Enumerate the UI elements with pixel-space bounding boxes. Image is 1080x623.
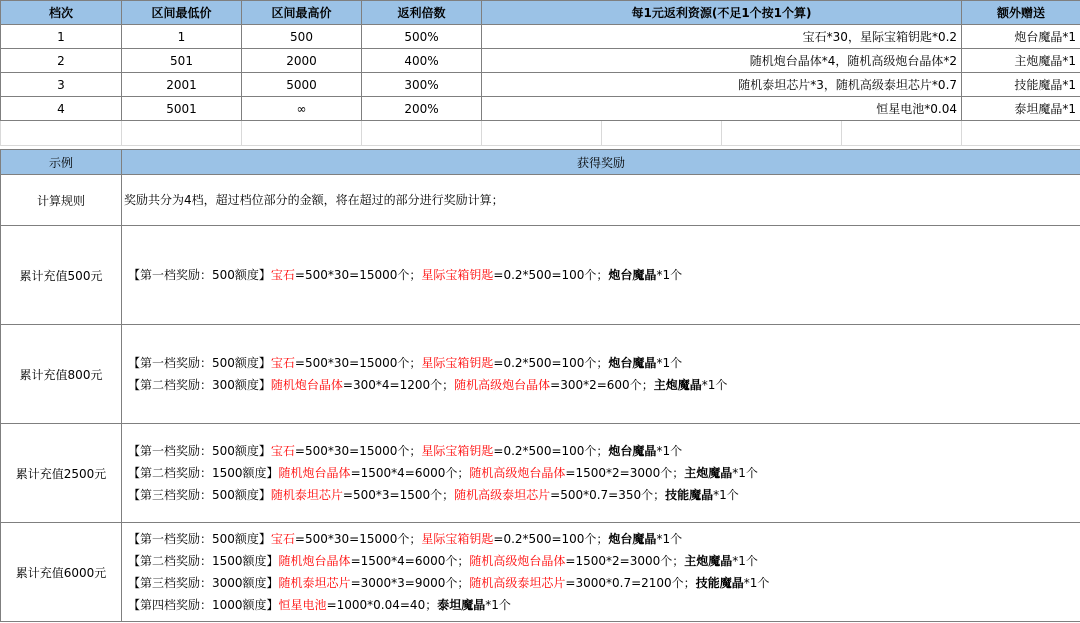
resources-cell[interactable]: 随机炮台晶体*4，随机高级炮台晶体*2 <box>482 49 962 73</box>
calc-text: =0.2*500=100个； <box>493 444 609 458</box>
bonus-name: 泰坦魔晶 <box>437 598 486 612</box>
calc-text: =3000*3=9000个； <box>350 576 470 590</box>
resources-cell[interactable]: 恒星电池*0.04 <box>482 97 962 121</box>
calc-text: =3000*0.7=2100个； <box>565 576 696 590</box>
bonus-count: *1个 <box>656 532 683 546</box>
tier-text: 【第一档奖励：500额度】 <box>128 444 271 458</box>
tier-cell[interactable]: 1 <box>1 25 122 49</box>
item-name: 随机泰坦芯片 <box>270 488 343 502</box>
empty-cell[interactable] <box>722 121 842 146</box>
empty-cell[interactable] <box>122 121 242 146</box>
header-multiplier[interactable]: 返利倍数 <box>362 1 482 25</box>
header-reward[interactable]: 获得奖励 <box>122 150 1080 175</box>
table-row <box>1 25 1080 49</box>
calc-text: =500*30=15000个； <box>294 532 422 546</box>
calc-text: =1500*2=3000个； <box>565 554 685 568</box>
reward-line <box>128 572 1080 594</box>
bonus-name: 炮台魔晶 <box>608 356 657 370</box>
tiers-header-row <box>1 1 1080 25</box>
min-cell[interactable]: 2001 <box>122 73 242 97</box>
bonus-name: 炮台魔晶 <box>608 532 657 546</box>
reward-line <box>128 462 1080 484</box>
item-name: 随机高级炮台晶体 <box>469 554 566 568</box>
min-cell[interactable]: 501 <box>122 49 242 73</box>
example-body[interactable] <box>122 325 1080 424</box>
reward-line <box>128 550 1080 572</box>
rule-row <box>1 175 1080 226</box>
bonus-name: 技能魔晶 <box>665 488 714 502</box>
reward-line <box>128 264 1080 286</box>
empty-cell[interactable] <box>242 121 362 146</box>
empty-cell[interactable] <box>842 121 962 146</box>
calc-text: =500*30=15000个； <box>294 268 422 282</box>
bonus-cell[interactable]: 炮台魔晶*1 <box>962 25 1080 49</box>
item-name: 宝石 <box>270 356 295 370</box>
max-cell[interactable]: 5000 <box>242 73 362 97</box>
example-label[interactable]: 累计充值500元 <box>1 226 122 325</box>
example-body[interactable] <box>122 424 1080 523</box>
calc-text: =0.2*500=100个； <box>493 532 609 546</box>
item-name: 随机高级泰坦芯片 <box>469 576 566 590</box>
tier-text: 【第二档奖励：1500额度】 <box>128 466 279 480</box>
bonus-count: *1个 <box>732 466 758 480</box>
calc-text: =500*0.7=350个； <box>550 488 666 502</box>
bonus-cell[interactable]: 技能魔晶*1 <box>962 73 1080 97</box>
min-cell[interactable]: 5001 <box>122 97 242 121</box>
calc-text: =0.2*500=100个； <box>493 268 609 282</box>
bonus-count: *1个 <box>713 488 739 502</box>
example-body[interactable] <box>122 226 1080 325</box>
tier-text: 【第一档奖励：500额度】 <box>128 268 271 282</box>
reward-line <box>128 594 1080 616</box>
tier-text: 【第三档奖励：3000额度】 <box>128 576 279 590</box>
item-name: 星际宝箱钥匙 <box>421 268 494 282</box>
bonus-count: *1个 <box>743 576 770 590</box>
max-cell[interactable]: ∞ <box>242 97 362 121</box>
header-example[interactable]: 示例 <box>1 150 122 175</box>
header-resources[interactable]: 每1元返利资源(不足1个按1个算) <box>482 1 962 25</box>
bonus-count: *1个 <box>485 598 511 612</box>
tier-cell[interactable]: 4 <box>1 97 122 121</box>
tier-text: 【第二档奖励：300额度】 <box>128 378 271 392</box>
tier-text: 【第一档奖励：500额度】 <box>128 356 271 370</box>
bonus-name: 炮台魔晶 <box>608 444 657 458</box>
calc-text: =300*4=1200个； <box>342 378 455 392</box>
example-body[interactable] <box>122 523 1080 622</box>
multiplier-cell[interactable]: 400% <box>362 49 482 73</box>
example-row <box>1 226 1080 325</box>
empty-cell[interactable] <box>602 121 722 146</box>
item-name: 随机高级炮台晶体 <box>469 466 566 480</box>
item-name: 随机高级泰坦芯片 <box>454 488 551 502</box>
example-label[interactable]: 累计充值6000元 <box>1 523 122 622</box>
bonus-count: *1个 <box>701 378 728 392</box>
tiers-table <box>0 0 1080 146</box>
bonus-count: *1个 <box>656 356 683 370</box>
reward-line <box>128 440 1080 462</box>
item-name: 恒星电池 <box>278 598 327 612</box>
empty-cell[interactable] <box>362 121 482 146</box>
examples-table <box>0 149 1080 622</box>
reward-line <box>128 484 1080 506</box>
tier-text: 【第三档奖励：500额度】 <box>128 488 271 502</box>
header-tier[interactable]: 档次 <box>1 1 122 25</box>
max-cell[interactable]: 500 <box>242 25 362 49</box>
example-row <box>1 424 1080 523</box>
reward-line <box>128 528 1080 550</box>
item-name: 随机炮台晶体 <box>278 466 351 480</box>
tier-text: 【第二档奖励：1500额度】 <box>128 554 279 568</box>
calc-text: =1500*4=6000个； <box>350 466 470 480</box>
table-row <box>1 49 1080 73</box>
item-name: 星际宝箱钥匙 <box>421 356 494 370</box>
example-row <box>1 523 1080 622</box>
bonus-count: *1个 <box>656 444 683 458</box>
calc-text: =1500*4=6000个； <box>350 554 470 568</box>
example-label[interactable]: 累计充值800元 <box>1 325 122 424</box>
resources-cell[interactable]: 随机泰坦芯片*3，随机高级泰坦芯片*0.7 <box>482 73 962 97</box>
reward-line <box>128 352 1080 374</box>
empty-cell[interactable] <box>482 121 602 146</box>
empty-cell[interactable] <box>962 121 1080 146</box>
rule-text[interactable]: 奖励共分为4档，超过档位部分的金额，将在超过的部分进行奖励计算； <box>122 175 1080 226</box>
calc-text: =500*30=15000个； <box>294 356 422 370</box>
calc-text: =500*3=1500个； <box>342 488 455 502</box>
item-name: 随机炮台晶体 <box>278 554 351 568</box>
item-name: 随机高级炮台晶体 <box>454 378 551 392</box>
bonus-count: *1个 <box>656 268 683 282</box>
tier-text: 【第四档奖励：1000额度】 <box>128 598 279 612</box>
calc-text: =500*30=15000个； <box>294 444 422 458</box>
calc-text: =1000*0.04=40； <box>326 598 438 612</box>
empty-cell[interactable] <box>1 121 122 146</box>
min-cell[interactable]: 1 <box>122 25 242 49</box>
bonus-name: 炮台魔晶 <box>608 268 657 282</box>
tier-cell[interactable]: 2 <box>1 49 122 73</box>
item-name: 星际宝箱钥匙 <box>421 444 494 458</box>
table-row <box>1 97 1080 121</box>
header-bonus[interactable]: 额外赠送 <box>962 1 1080 25</box>
multiplier-cell[interactable]: 500% <box>362 25 482 49</box>
bonus-cell[interactable]: 主炮魔晶*1 <box>962 49 1080 73</box>
tier-text: 【第一档奖励：500额度】 <box>128 532 271 546</box>
calc-text: =0.2*500=100个； <box>493 356 609 370</box>
item-name: 随机泰坦芯片 <box>278 576 351 590</box>
reward-line <box>128 374 1080 396</box>
header-max-price[interactable]: 区间最高价 <box>242 1 362 25</box>
rule-label[interactable]: 计算规则 <box>1 175 122 226</box>
bonus-name: 主炮魔晶 <box>684 466 733 480</box>
item-name: 随机炮台晶体 <box>270 378 343 392</box>
header-min-price[interactable]: 区间最低价 <box>122 1 242 25</box>
bonus-name: 主炮魔晶 <box>653 378 702 392</box>
calc-text: =300*2=600个； <box>550 378 654 392</box>
item-name: 宝石 <box>270 444 295 458</box>
example-row <box>1 325 1080 424</box>
tier-cell[interactable]: 3 <box>1 73 122 97</box>
multiplier-cell[interactable]: 300% <box>362 73 482 97</box>
max-cell[interactable]: 2000 <box>242 49 362 73</box>
examples-header-row <box>1 150 1080 175</box>
bonus-name: 技能魔晶 <box>695 576 744 590</box>
example-label[interactable]: 累计充值2500元 <box>1 424 122 523</box>
calc-text: =1500*2=3000个； <box>565 466 685 480</box>
empty-row <box>1 121 1080 146</box>
table-row <box>1 73 1080 97</box>
item-name: 宝石 <box>270 532 295 546</box>
multiplier-cell[interactable]: 200% <box>362 97 482 121</box>
item-name: 宝石 <box>270 268 295 282</box>
bonus-name: 主炮魔晶 <box>684 554 733 568</box>
resources-cell[interactable]: 宝石*30，星际宝箱钥匙*0.2 <box>482 25 962 49</box>
bonus-count: *1个 <box>732 554 758 568</box>
bonus-cell[interactable]: 泰坦魔晶*1 <box>962 97 1080 121</box>
item-name: 星际宝箱钥匙 <box>421 532 494 546</box>
